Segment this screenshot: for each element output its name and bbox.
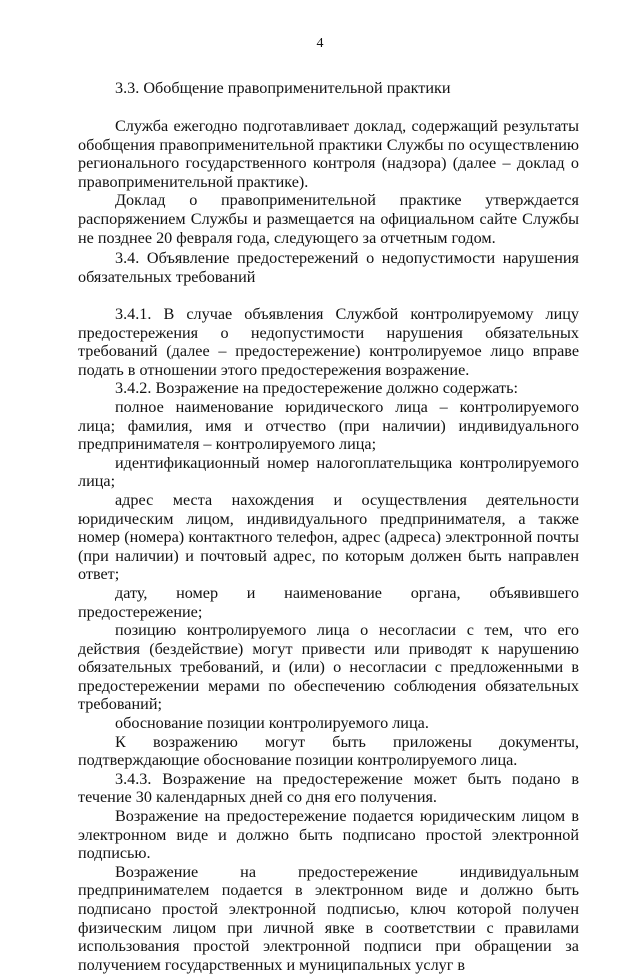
paragraph: полное наименование юридического лица – контролируемого лица; фамилия, имя и отчество (при наличии) индивидуального предпринимателя – контролируемого лица;	[78, 397, 579, 454]
paragraph: адрес места нахождения и осуществления деятельности юридическим лицом, индивидуального предпринимателя, а также номер (номера) контактного телефон, адрес (адреса) электронной почты (при наличии) и почтовый адрес, по которым должен быть направлен ответ;	[78, 490, 579, 584]
paragraph: Возражение на предостережение подается юридическим лицом в электронном виде и должно быть подписано простой электронной подписью.	[78, 807, 579, 863]
paragraph: Возражение на предостережение индивидуальным предпринимателем подается в электронном виде и должно быть подписано простой электронной подписью, ключ которой получен физическим лицом при личной явке в соответствии с правилами использования простой электронной подписи при обращении за получением государственных и муниципальных услуг в	[78, 862, 579, 974]
page-number: 4	[316, 36, 324, 51]
paragraph: 3.4.3. Возражение на предостережение может быть подано в течение 30 календарных дней со дня его получения.	[78, 769, 579, 807]
section-body-3-3	[78, 117, 579, 247]
section-body-3-4	[78, 305, 579, 974]
paragraph: позицию контролируемого лица о несогласии с тем, что его действия (бездействие) могут привести или приводят к нарушению обязательных требований, и (или) о несогласии с предложенными в предостережении мерами по обеспечению соблюдения обязательных требований;	[78, 621, 579, 714]
section-heading-3-3: 3.3. Обобщение правоприменительной практики	[115, 79, 451, 97]
paragraph: 3.4.1. В случае объявления Службой контролируемому лицу предостережения о недопустимости нарушения обязательных требований (далее – предостережение) контролируемое лицо вправе подать в отношении этого предостережения возражение.	[78, 305, 579, 379]
section-heading-3-4: 3.4. Объявление предостережений о недопустимости нарушения обязательных требований	[78, 249, 579, 286]
paragraph: Служба ежегодно подготавливает доклад, содержащий результаты обобщения правоприменительной практики Службы по осуществлению регионального государственного контроля (надзора) (далее – доклад о правоприменительной практике).	[78, 117, 579, 191]
paragraph: дату, номер и наименование органа, объявившего предостережение;	[78, 583, 579, 621]
paragraph: К возражению могут быть приложены документы, подтверждающие обоснование позиции контролируемого лица.	[78, 732, 579, 770]
paragraph: Доклад о правоприменительной практике утверждается распоряжением Службы и размещается на официальном сайте Службы не позднее 20 февраля года, следующего за отчетным годом.	[78, 191, 579, 247]
paragraph: идентификационный номер налогоплательщика контролируемого лица;	[78, 453, 579, 491]
paragraph: 3.4.2. Возражение на предостережение должно содержать:	[115, 379, 518, 398]
paragraph: обоснование позиции контролируемого лица.	[115, 714, 429, 733]
